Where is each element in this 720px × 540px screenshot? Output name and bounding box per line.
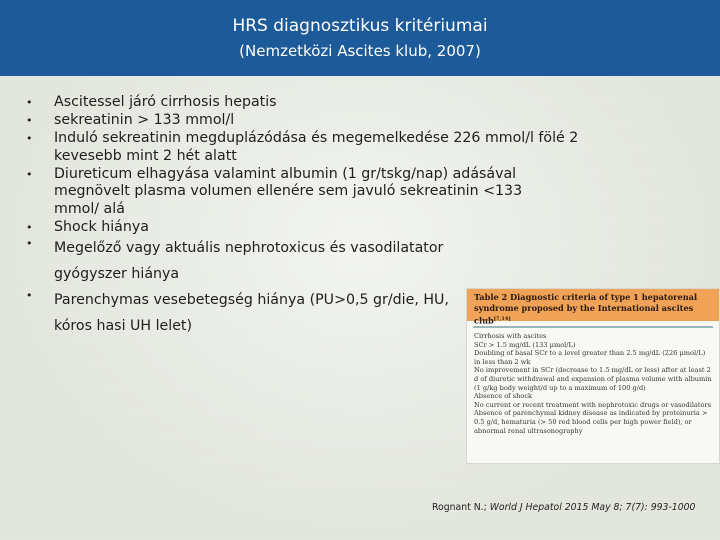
bullet-text: Induló sekreatinin megduplázódása és megemelkedése 226 mmol/l fölé 2 kevesebb mint 2 hét alatt xyxy=(54,129,579,164)
citation-author: Rognant N.; xyxy=(432,502,490,513)
bullet-text: Parenchymas vesebetegség hiánya (PU>0,5 gr/die, HU, kóros hasi UH lelet) xyxy=(54,292,449,335)
list-item xyxy=(26,130,586,165)
table-row: Cirrhosis with ascites xyxy=(474,332,547,340)
slide-subtitle: (Nemzetközi Ascites klub, 2007) xyxy=(239,42,481,60)
bullet-icon: • xyxy=(26,96,33,109)
bullet-icon: • xyxy=(26,220,33,234)
bullet-icon: • xyxy=(26,131,33,145)
table-row: SCr > 1.5 mg/dL (133 μmol/L) xyxy=(474,340,576,349)
table-caption-text: Table 2 Diagnostic criteria of type 1 hepatorenal syndrome proposed by the International ascites club xyxy=(474,292,698,326)
bullet-text: Shock hiánya xyxy=(54,218,149,235)
bullet-icon: • xyxy=(26,236,33,250)
table-caption xyxy=(467,289,719,326)
table-row: No improvement in SCr (decrease to 1.5 mg/dL or less) after at least 2 d of diuretic withdrawal and expansion of plasma volume with albumin (1 g/kg body weight/d up to a maximum of 100 g/d) xyxy=(474,366,712,392)
bullet-text: Diureticum elhagyása valamint albumin (1 gr/tskg/nap) adásával megnövelt plasma volumen ellenére sem javuló sekreatinin <133 mmol/ alá xyxy=(54,165,523,217)
list-item xyxy=(26,219,586,237)
list-item xyxy=(26,94,586,112)
criteria-table-image xyxy=(466,288,720,464)
list-item xyxy=(26,235,586,287)
table-row: Absence of shock xyxy=(474,392,533,401)
citation xyxy=(432,502,712,513)
bullet-text: sekreatinin > 133 mmol/l xyxy=(54,111,235,128)
bullet-icon: • xyxy=(26,289,33,303)
list-item xyxy=(26,166,586,219)
table-row: No current or recent treatment with nephrotoxic drugs or vasodilators xyxy=(474,400,712,409)
title-bar xyxy=(0,0,720,76)
bullet-icon: • xyxy=(26,167,33,181)
table-row: Absence of parenchymal kidney disease as indicated by proteinuria > 0.5 g/d, hematuria (> 50 red blood cells per high power field), or abnormal renal ultrasonography xyxy=(474,409,708,435)
citation-journal: World J Hepatol 2015 May 8; 7(7): 993-1000 xyxy=(489,502,696,513)
bullet-icon: • xyxy=(26,113,33,127)
table-caption-ref: [7,14] xyxy=(493,316,511,322)
list-item xyxy=(26,112,586,130)
table-row: Doubling of basal SCr to a level greater than 2.5 mg/dL (226 μmol/L) in less than 2 wk xyxy=(474,349,706,366)
bullet-text: Ascitessel járó cirrhosis hepatis xyxy=(54,94,277,110)
bullet-text: Megelőző vagy aktuális nephrotoxicus és vasodilatator gyógyszer hiánya xyxy=(54,239,444,282)
table-body xyxy=(467,328,719,435)
slide-title: HRS diagnosztikus kritériumai xyxy=(232,16,488,36)
